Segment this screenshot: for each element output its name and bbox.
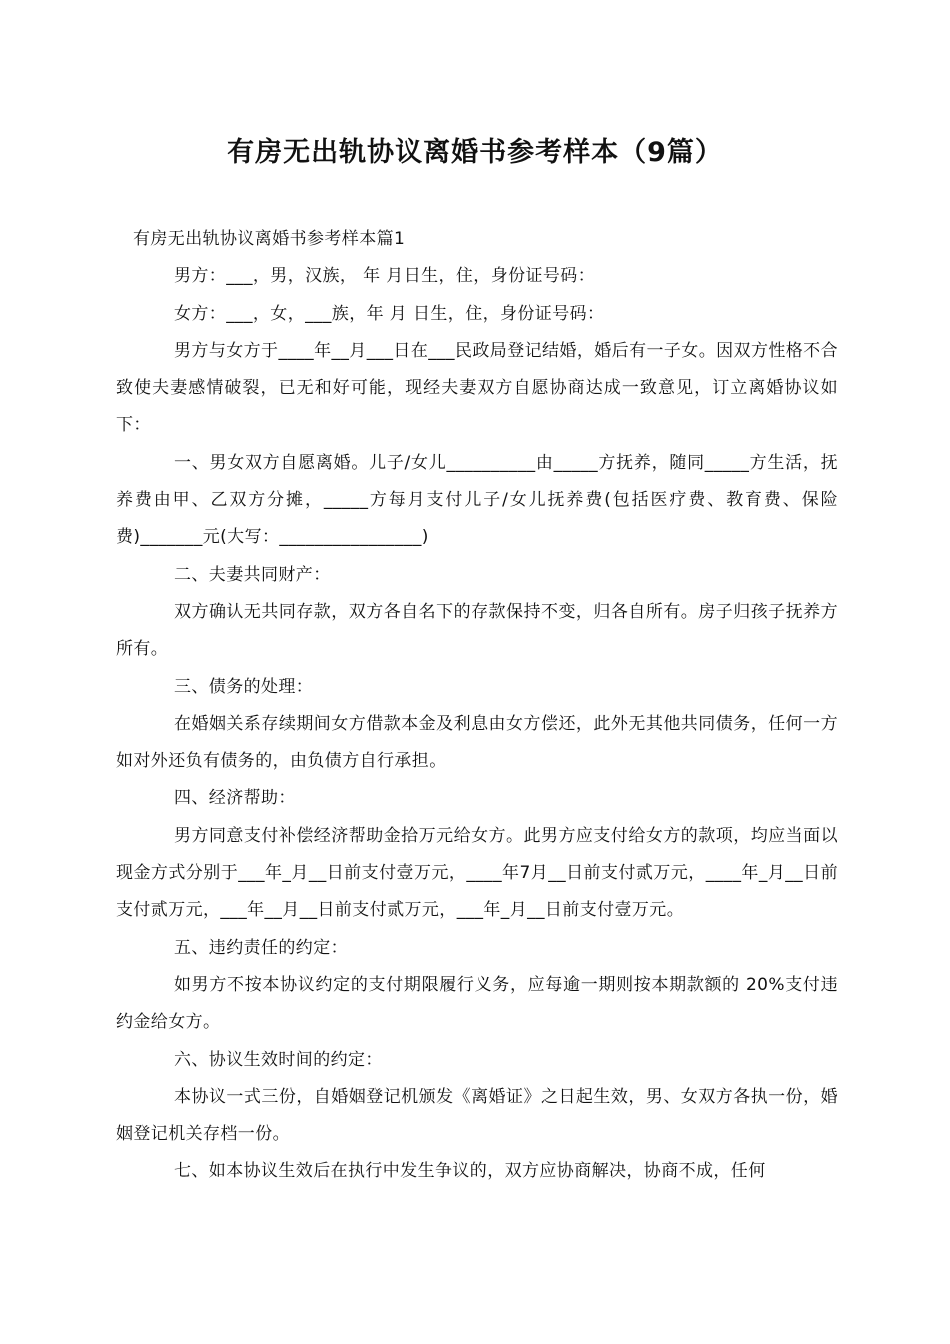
paragraph-clause-5: 如男方不按本协议约定的支付期限履行义务，应每逾一期则按本期款额的 20%支付违约金给女方。 [116, 974, 838, 1033]
heading-clause-6: 六、协议生效时间的约定： [174, 1049, 383, 1070]
paragraph-clause-1: 一、男女双方自愿离婚。儿子/女儿__________由_____方抚养，随同_____方生活，抚养费由甲、乙双方分摊，_____方每月支付儿子/女儿抚养费(包括医疗费、教育费、保险费)_______元(大写：________________) [116, 452, 838, 548]
paragraph-clause-6: 本协议一式三份，自婚姻登记机颁发《离婚证》之日起生效，男、女双方各执一份，婚姻登记机关存档一份。 [116, 1086, 838, 1145]
paragraph-intro: 男方与女方于____年__月___日在___民政局登记结婚，婚后有一子女。因双方性格不合致使夫妻感情破裂，已无和好可能，现经夫妻双方自愿协商达成一致意见，订立离婚协议如下： [116, 340, 838, 436]
paragraph-clause-7: 七、如本协议生效后在执行中发生争议的，双方应协商解决，协商不成，任何 [174, 1161, 766, 1182]
paragraph-clause-2: 双方确认无共同存款，双方各自名下的存款保持不变，归各自所有。房子归孩子抚养方所有。 [116, 601, 838, 660]
heading-clause-2: 二、夫妻共同财产： [174, 564, 331, 585]
heading-clause-3: 三、债务的处理： [174, 676, 314, 697]
heading-clause-4: 四、经济帮助： [174, 788, 296, 809]
document-body [116, 221, 838, 1191]
document-title: 有房无出轨协议离婚书参考样本（9篇） [227, 137, 723, 168]
heading-clause-5: 五、违约责任的约定： [174, 937, 348, 958]
paragraph-clause-4: 男方同意支付补偿经济帮助金拾万元给女方。此男方应支付给女方的款项，均应当面以现金方式分别于___年_月__日前支付壹万元，____年7月__日前支付贰万元，____年_月__日前支付贰万元，___年__月__日前支付贰万元，___年_月__日前支付壹万元。 [116, 825, 838, 921]
paragraph-clause-3: 在婚姻关系存续期间女方借款本金及利息由女方偿还，此外无其他共同债务，任何一方如对外还负有债务的，由负债方自行承担。 [116, 713, 838, 772]
paragraph-female-party: 女方：___，女，___族，年 月 日生，住，身份证号码： [174, 303, 605, 324]
section-subtitle: 有房无出轨协议离婚书参考样本篇1 [133, 229, 406, 249]
paragraph-male-party: 男方：___，男，汉族， 年 月日生，住，身份证号码： [174, 266, 596, 287]
